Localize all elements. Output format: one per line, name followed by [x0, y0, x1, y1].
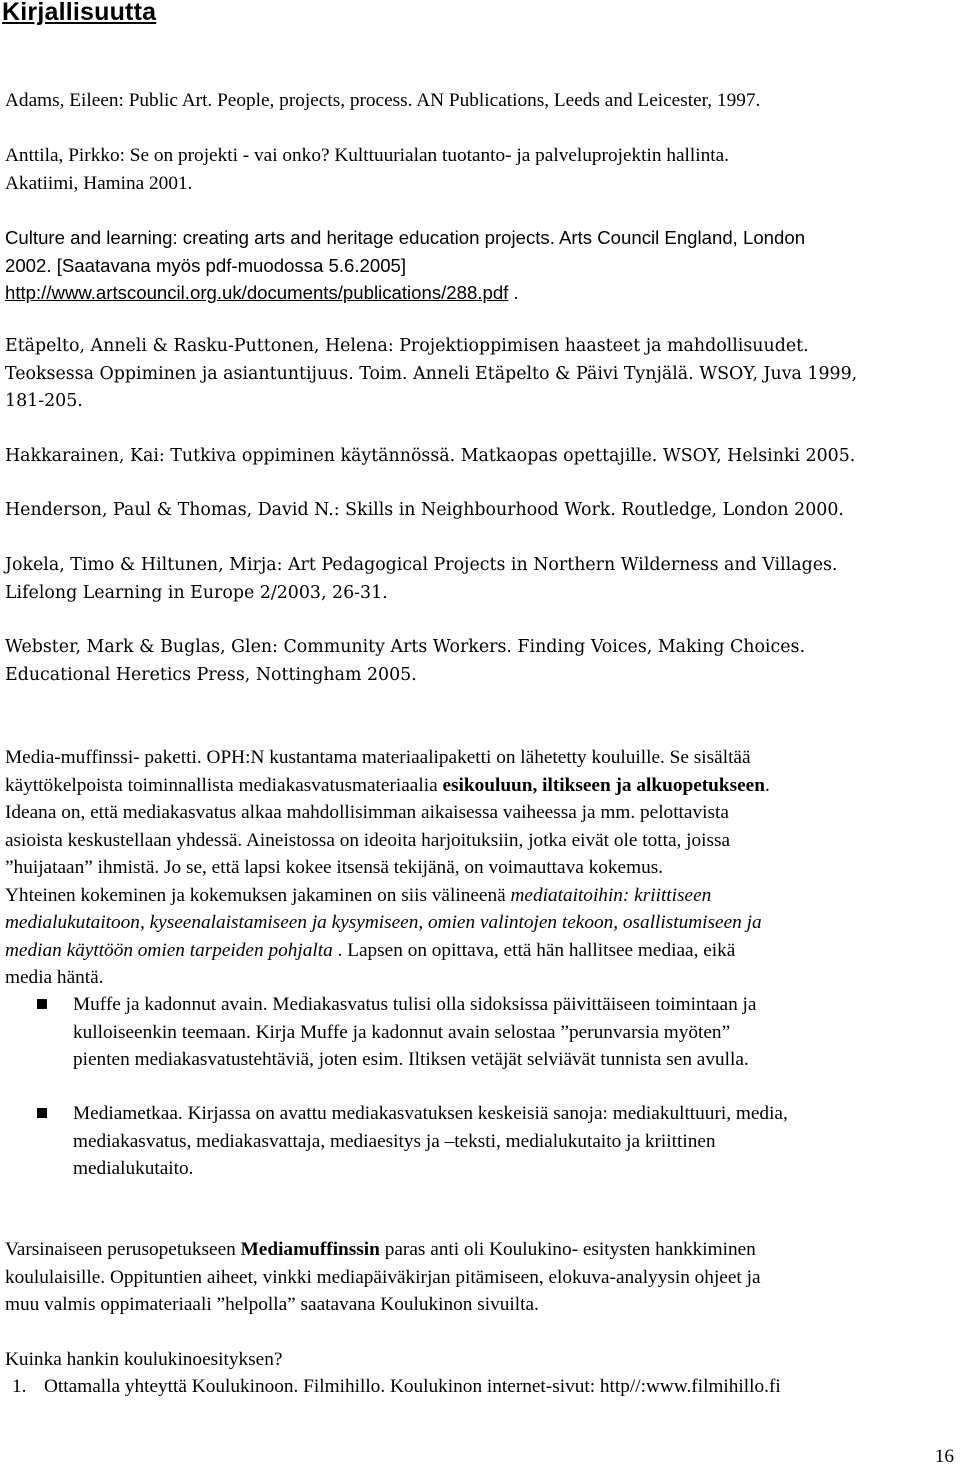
- reference-line: Akatiimi, Hamina 2001.: [5, 172, 193, 194]
- paragraph-line: käyttökelpoista toiminnallista mediakasvatusmateriaalia: [5, 774, 443, 796]
- page-number: 16: [934, 1446, 954, 1467]
- reference-henderson: [5, 497, 950, 525]
- question-text: Kuinka hankin koulukinoesityksen?: [5, 1349, 283, 1370]
- bold-phrase: esikouluun, iltikseen ja alkuopetukseen: [442, 774, 765, 796]
- bullet-line: kulloiseenkin teemaan. Kirja Muffe ja kadonnut avain selostaa ”perunvarsia myöten”: [73, 1021, 731, 1043]
- reference-line: Etäpelto, Anneli & Rasku-Puttonen, Helena: Projektioppimisen haasteet ja mahdollisuudet.: [5, 336, 809, 356]
- square-bullet-icon: [37, 1108, 47, 1118]
- paragraph-line: media häntä.: [5, 967, 104, 988]
- reference-line: 181-205.: [5, 391, 83, 411]
- media-muffinssi-paragraph: [5, 744, 955, 992]
- reference-hakkarainen: [5, 443, 950, 471]
- bullet-item-muffe: [37, 991, 952, 1074]
- italic-phrase: median käyttöön omien tarpeiden pohjalta: [5, 939, 333, 961]
- paragraph-line: asioista keskustellaan yhdessä. Aineistossa on ideoita harjoituksiin, jotka eivät ole totta, joissa: [5, 829, 731, 851]
- reference-text: Henderson, Paul & Thomas, David N.: Skills in Neighbourhood Work. Routledge, London 2000.: [5, 500, 844, 520]
- square-bullet-icon: [37, 999, 47, 1009]
- reference-url-link[interactable]: http://www.artscouncil.org.uk/documents/publications/288.pdf: [5, 282, 509, 303]
- bullet-line: medialukutaito.: [73, 1158, 194, 1179]
- paragraph-line: Varsinaiseen perusopetukseen: [5, 1239, 241, 1260]
- paragraph-line: Media-muffinssi- paketti. OPH:N kustantama materiaalipaketti on lähetetty kouluille. Se sisältää: [5, 747, 751, 768]
- question-line: [5, 1346, 955, 1374]
- bullet-line: Mediametkaa. Kirjassa on avattu mediakasvatuksen keskeisiä sanoja: mediakulttuuri, media,: [73, 1103, 788, 1124]
- reference-etapelto: [5, 333, 950, 416]
- paragraph-line: paras anti oli Koulukino- esitysten hankkiminen: [379, 1239, 756, 1260]
- reference-culture-and-learning: [5, 224, 950, 307]
- italic-phrase: medialukutaitoon, kyseenalaistamiseen ja kysymiseen, omien valintojen tekoon, osallistumiseen ja: [5, 912, 762, 933]
- reference-text: Hakkarainen, Kai: Tutkiva oppiminen käytännössä. Matkaopas opettajille. WSOY, Helsinki 2005.: [5, 446, 856, 466]
- bullet-line: Muffe ja kadonnut avain. Mediakasvatus tulisi olla sidoksissa päivittäiseen toimintaan ja: [73, 994, 757, 1015]
- reference-line: Anttila, Pirkko: Se on projekti - vai onko? Kulttuurialan tuotanto- ja palveluprojektin hallinta.: [5, 145, 729, 166]
- bullet-list: [37, 1100, 952, 1183]
- reference-line: Lifelong Learning in Europe 2/2003, 26-31.: [5, 582, 388, 603]
- reference-line: Teoksessa Oppiminen ja asiantuntijuus. Toim. Anneli Etäpelto & Päivi Tynjälä. WSOY, Juva 1999,: [5, 363, 858, 384]
- paragraph-line: ”huijataan” ihmistä. Jo se, että lapsi kokee itsensä tekijänä, on voimauttava kokemus.: [5, 857, 664, 878]
- bullet-list: [37, 991, 952, 1074]
- reference-anttila: [5, 142, 950, 197]
- reference-line: Educational Heretics Press, Nottingham 2005.: [5, 664, 417, 685]
- numbered-list: [12, 1373, 957, 1401]
- reference-adams: [5, 87, 950, 115]
- reference-line: 2002. [Saatavana myös pdf-muodossa 5.6.2005]: [5, 254, 407, 276]
- reference-line: Webster, Mark & Buglas, Glen: Community Arts Workers. Finding Voices, Making Choices.: [5, 637, 805, 657]
- paragraph-line: koululaisille. Oppituntien aiheet, vinkki mediapäiväkirjan pitämiseen, elokuva-analyysin ohjeet ja: [5, 1266, 761, 1288]
- item-text: Ottamalla yhteyttä Koulukinoon. Filmihillo. Koulukinon internet-sivut: http//:www.filmihillo.fi: [44, 1376, 781, 1397]
- bullet-line: mediakasvatus, mediakasvattaja, mediaesitys ja –teksti, medialukutaito ja kriittinen: [73, 1130, 716, 1152]
- paragraph-line: Ideana on, että mediakasvatus alkaa mahdollisimman aikaisessa vaiheessa ja mm. pelottavista: [5, 802, 729, 823]
- item-number: 1.: [12, 1376, 27, 1397]
- paragraph-line: muu valmis oppimateriaali ”helpolla” saatavana Koulukinon sivuilta.: [5, 1294, 539, 1315]
- page-title: Kirjallisuutta: [2, 0, 157, 26]
- bullet-line: pienten mediakasvatustehtäviä, joten esim. Iltiksen vetäjät selviävät tunnista sen avulla.: [73, 1049, 749, 1070]
- reference-text: Adams, Eileen: Public Art. People, projects, process. AN Publications, Leeds and Leicester, 1997.: [5, 90, 761, 111]
- numbered-item: [12, 1373, 957, 1401]
- italic-phrase: mediataitoihin: kriittiseen: [510, 884, 712, 906]
- reference-line: Jokela, Timo & Hiltunen, Mirja: Art Pedagogical Projects in Northern Wilderness and Villages.: [5, 555, 838, 575]
- basic-education-paragraph: [5, 1236, 955, 1319]
- reference-jokela: [5, 552, 950, 607]
- bold-phrase: Mediamuffinssin: [240, 1239, 380, 1260]
- reference-url-suffix: .: [508, 282, 519, 303]
- paragraph-line: Yhteinen kokeminen ja kokemuksen jakaminen on siis välineenä: [5, 884, 511, 906]
- reference-webster: [5, 634, 950, 689]
- bullet-item-mediametkaa: [37, 1100, 952, 1183]
- reference-line: Culture and learning: creating arts and heritage education projects. Arts Council England, London: [5, 227, 806, 248]
- punctuation: .: [764, 774, 770, 796]
- paragraph-line: . Lapsen on opittava, että hän hallitsee mediaa, eikä: [332, 939, 736, 961]
